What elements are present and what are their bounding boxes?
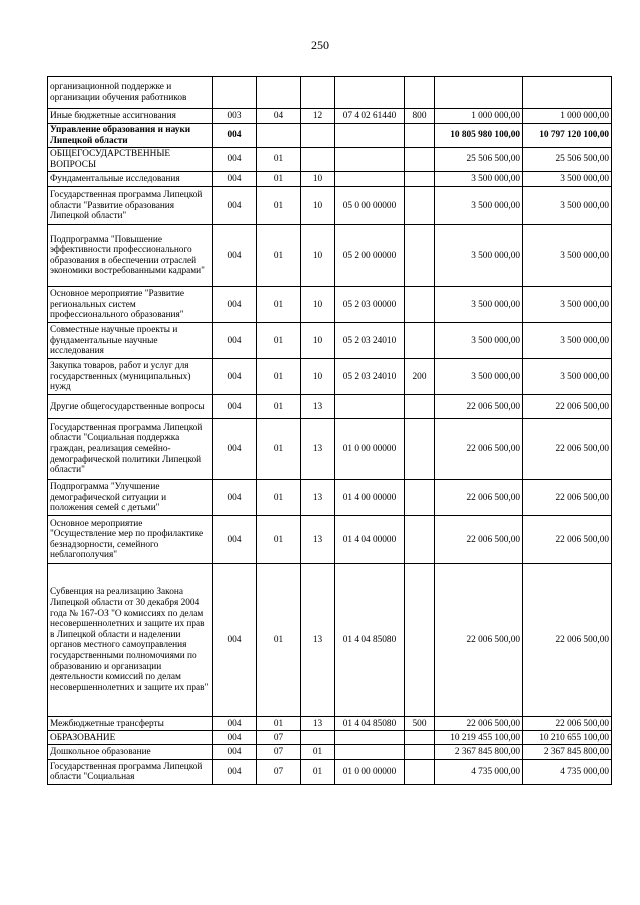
amount-year-2: 22 006 500,00 xyxy=(523,480,612,516)
row-name: Подпрограмма "Повышение эффективности профессионального образования в обеспечении отраслей экономики востребованными кадрами" xyxy=(48,225,213,287)
amount-year-1: 2 367 845 800,00 xyxy=(435,745,523,760)
amount-year-2: 10 210 655 100,00 xyxy=(523,731,612,745)
subsection-code: 12 xyxy=(301,109,335,124)
row-name: Иные бюджетные ассигнования xyxy=(48,109,213,124)
target-article xyxy=(335,148,405,172)
ministry-code: 004 xyxy=(213,359,257,395)
subsection-code: 01 xyxy=(301,745,335,760)
section-code xyxy=(257,124,301,148)
row-name: Совместные научные проекты и фундаментальные научные исследования xyxy=(48,323,213,359)
amount-year-2: 2 367 845 800,00 xyxy=(523,745,612,760)
table-row xyxy=(48,731,612,745)
table-row xyxy=(48,287,612,323)
ministry-code: 004 xyxy=(213,419,257,480)
amount-year-2: 3 500 000,00 xyxy=(523,287,612,323)
expense-type xyxy=(405,77,435,109)
ministry-code: 004 xyxy=(213,395,257,419)
section-code: 01 xyxy=(257,323,301,359)
subsection-code: 13 xyxy=(301,395,335,419)
section-code: 01 xyxy=(257,480,301,516)
subsection-code xyxy=(301,731,335,745)
amount-year-2: 25 506 500,00 xyxy=(523,148,612,172)
section-code: 01 xyxy=(257,148,301,172)
amount-year-1 xyxy=(435,77,523,109)
section-code: 01 xyxy=(257,717,301,731)
row-name: Основное мероприятие "Развитие региональных систем профессионального образования" xyxy=(48,287,213,323)
ministry-code: 004 xyxy=(213,516,257,564)
row-name: Другие общегосударственные вопросы xyxy=(48,395,213,419)
target-article: 01 0 00 00000 xyxy=(335,419,405,480)
target-article: 07 4 02 61440 xyxy=(335,109,405,124)
table-row xyxy=(48,172,612,187)
amount-year-2: 22 006 500,00 xyxy=(523,419,612,480)
subsection-code: 10 xyxy=(301,187,335,225)
ministry-code: 004 xyxy=(213,760,257,785)
ministry-code: 004 xyxy=(213,187,257,225)
table-row xyxy=(48,359,612,395)
section-code: 07 xyxy=(257,760,301,785)
amount-year-2: 3 500 000,00 xyxy=(523,187,612,225)
amount-year-2: 22 006 500,00 xyxy=(523,516,612,564)
table-row xyxy=(48,148,612,172)
row-name: ОБРАЗОВАНИЕ xyxy=(48,731,213,745)
amount-year-1: 3 500 000,00 xyxy=(435,172,523,187)
ministry-code: 004 xyxy=(213,225,257,287)
table-row xyxy=(48,564,612,717)
expense-type xyxy=(405,760,435,785)
row-name: Подпрограмма "Улучшение демографической ситуации и положения семей с детьми" xyxy=(48,480,213,516)
target-article: 01 4 00 00000 xyxy=(335,480,405,516)
amount-year-1: 25 506 500,00 xyxy=(435,148,523,172)
table-row xyxy=(48,225,612,287)
table-row xyxy=(48,77,612,109)
subsection-code: 13 xyxy=(301,419,335,480)
target-article: 01 4 04 85080 xyxy=(335,564,405,717)
ministry-code: 004 xyxy=(213,148,257,172)
section-code: 01 xyxy=(257,187,301,225)
row-name: Субвенция на реализацию Закона Липецкой области от 30 декабря 2004 года № 167-ОЗ "О комиссиях по делам несовершеннолетних и защите их прав в Липецкой области и наделении органов местного самоуправления государственными полномочиями по образованию и организации деятельности комиссий по делам несовершеннолетних и защите их прав" xyxy=(48,564,213,717)
amount-year-1: 22 006 500,00 xyxy=(435,395,523,419)
target-article: 01 4 04 85080 xyxy=(335,717,405,731)
ministry-code: 004 xyxy=(213,172,257,187)
subsection-code: 13 xyxy=(301,564,335,717)
budget-table xyxy=(47,76,612,785)
target-article: 01 0 00 00000 xyxy=(335,760,405,785)
target-article: 05 0 00 00000 xyxy=(335,187,405,225)
amount-year-2: 4 735 000,00 xyxy=(523,760,612,785)
section-code: 01 xyxy=(257,287,301,323)
subsection-code: 10 xyxy=(301,172,335,187)
expense-type xyxy=(405,187,435,225)
expense-type xyxy=(405,745,435,760)
row-name: Фундаментальные исследования xyxy=(48,172,213,187)
section-code: 07 xyxy=(257,731,301,745)
target-article: 01 4 04 00000 xyxy=(335,516,405,564)
ministry-code: 004 xyxy=(213,731,257,745)
amount-year-1: 10 219 455 100,00 xyxy=(435,731,523,745)
expense-type xyxy=(405,287,435,323)
amount-year-2 xyxy=(523,77,612,109)
page-number: 250 xyxy=(311,38,329,52)
amount-year-1: 1 000 000,00 xyxy=(435,109,523,124)
amount-year-2: 1 000 000,00 xyxy=(523,109,612,124)
amount-year-1: 3 500 000,00 xyxy=(435,287,523,323)
target-article: 05 2 03 24010 xyxy=(335,323,405,359)
section-code: 04 xyxy=(257,109,301,124)
subsection-code xyxy=(301,148,335,172)
expense-type xyxy=(405,172,435,187)
row-name: Государственная программа Липецкой области "Развитие образования Липецкой области" xyxy=(48,187,213,225)
amount-year-1: 3 500 000,00 xyxy=(435,225,523,287)
row-name: Дошкольное образование xyxy=(48,745,213,760)
ministry-code xyxy=(213,77,257,109)
budget-table-body xyxy=(48,77,612,785)
section-code: 01 xyxy=(257,225,301,287)
target-article xyxy=(335,395,405,419)
subsection-code: 10 xyxy=(301,287,335,323)
target-article: 05 2 03 24010 xyxy=(335,359,405,395)
table-row xyxy=(48,717,612,731)
amount-year-2: 22 006 500,00 xyxy=(523,395,612,419)
amount-year-1: 22 006 500,00 xyxy=(435,480,523,516)
expense-type xyxy=(405,148,435,172)
subsection-code: 10 xyxy=(301,359,335,395)
target-article xyxy=(335,745,405,760)
target-article xyxy=(335,77,405,109)
amount-year-2: 10 797 120 100,00 xyxy=(523,124,612,148)
target-article xyxy=(335,124,405,148)
subsection-code xyxy=(301,77,335,109)
amount-year-1: 10 805 980 100,00 xyxy=(435,124,523,148)
ministry-code: 004 xyxy=(213,745,257,760)
table-row xyxy=(48,516,612,564)
ministry-code: 004 xyxy=(213,480,257,516)
expense-type xyxy=(405,564,435,717)
ministry-code: 004 xyxy=(213,564,257,717)
row-name: Государственная программа Липецкой области "Социальная поддержка граждан, реализация семейно-демографической политики Липецкой области" xyxy=(48,419,213,480)
amount-year-1: 22 006 500,00 xyxy=(435,717,523,731)
target-article xyxy=(335,731,405,745)
row-name: ОБЩЕГОСУДАРСТВЕННЫЕ ВОПРОСЫ xyxy=(48,148,213,172)
amount-year-1: 22 006 500,00 xyxy=(435,516,523,564)
amount-year-1: 22 006 500,00 xyxy=(435,419,523,480)
row-name: Основное мероприятие "Осуществление мер по профилактике безнадзорности, семейного неблагополучия" xyxy=(48,516,213,564)
target-article xyxy=(335,172,405,187)
amount-year-2: 22 006 500,00 xyxy=(523,717,612,731)
subsection-code: 01 xyxy=(301,760,335,785)
ministry-code: 004 xyxy=(213,717,257,731)
row-name: Межбюджетные трансферты xyxy=(48,717,213,731)
amount-year-1: 3 500 000,00 xyxy=(435,359,523,395)
section-code: 01 xyxy=(257,359,301,395)
table-row xyxy=(48,745,612,760)
expense-type: 200 xyxy=(405,359,435,395)
amount-year-1: 3 500 000,00 xyxy=(435,187,523,225)
subsection-code xyxy=(301,124,335,148)
table-row xyxy=(48,124,612,148)
amount-year-2: 3 500 000,00 xyxy=(523,359,612,395)
ministry-code: 004 xyxy=(213,287,257,323)
target-article: 05 2 00 00000 xyxy=(335,225,405,287)
row-name: организационной поддержке и организации обучения работников xyxy=(48,77,213,109)
target-article: 05 2 03 00000 xyxy=(335,287,405,323)
table-row xyxy=(48,109,612,124)
table-row xyxy=(48,760,612,785)
subsection-code: 13 xyxy=(301,516,335,564)
subsection-code: 13 xyxy=(301,717,335,731)
amount-year-1: 22 006 500,00 xyxy=(435,564,523,717)
expense-type: 800 xyxy=(405,109,435,124)
expense-type xyxy=(405,480,435,516)
row-name: Управление образования и науки Липецкой области xyxy=(48,124,213,148)
amount-year-1: 4 735 000,00 xyxy=(435,760,523,785)
section-code: 01 xyxy=(257,516,301,564)
amount-year-2: 3 500 000,00 xyxy=(523,225,612,287)
section-code: 01 xyxy=(257,419,301,480)
expense-type xyxy=(405,516,435,564)
section-code: 07 xyxy=(257,745,301,760)
section-code: 01 xyxy=(257,395,301,419)
expense-type xyxy=(405,225,435,287)
table-row xyxy=(48,323,612,359)
expense-type: 500 xyxy=(405,717,435,731)
expense-type xyxy=(405,419,435,480)
row-name: Государственная программа Липецкой области "Социальная xyxy=(48,760,213,785)
ministry-code: 004 xyxy=(213,323,257,359)
amount-year-2: 22 006 500,00 xyxy=(523,564,612,717)
expense-type xyxy=(405,731,435,745)
table-row xyxy=(48,395,612,419)
section-code: 01 xyxy=(257,172,301,187)
row-name: Закупка товаров, работ и услуг для государственных (муниципальных) нужд xyxy=(48,359,213,395)
subsection-code: 13 xyxy=(301,480,335,516)
amount-year-2: 3 500 000,00 xyxy=(523,323,612,359)
amount-year-1: 3 500 000,00 xyxy=(435,323,523,359)
ministry-code: 003 xyxy=(213,109,257,124)
subsection-code: 10 xyxy=(301,323,335,359)
section-code: 01 xyxy=(257,564,301,717)
section-code xyxy=(257,77,301,109)
subsection-code: 10 xyxy=(301,225,335,287)
expense-type xyxy=(405,124,435,148)
ministry-code: 004 xyxy=(213,124,257,148)
expense-type xyxy=(405,323,435,359)
expense-type xyxy=(405,395,435,419)
table-row xyxy=(48,187,612,225)
table-row xyxy=(48,419,612,480)
amount-year-2: 3 500 000,00 xyxy=(523,172,612,187)
table-row xyxy=(48,480,612,516)
